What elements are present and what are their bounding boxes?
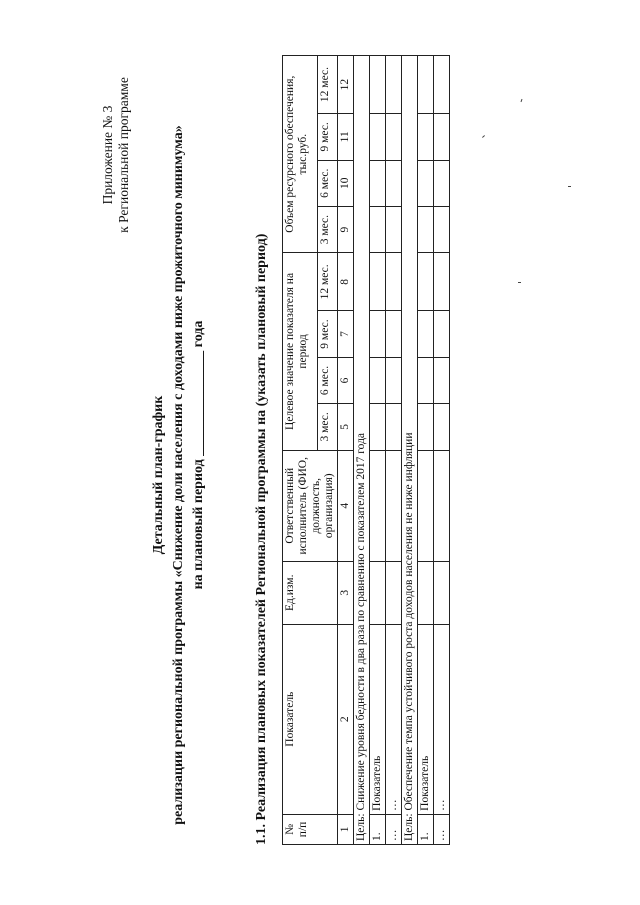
empty-cell [370,160,386,206]
empty-cell [418,404,434,450]
column-number: 1 [338,814,354,844]
column-number: 4 [338,450,354,561]
row-indicator: Показатель [370,624,386,814]
appendix-line-2: к Региональной программе [116,77,131,233]
empty-cell [418,56,434,114]
row-num: … [386,814,402,844]
empty-cell [386,561,402,624]
empty-cell [370,561,386,624]
column-number: 6 [338,357,354,403]
empty-cell [418,114,434,160]
appendix-line-1: Приложение № 3 [100,105,115,205]
empty-cell [370,114,386,160]
empty-cell [434,253,450,311]
empty-cell [370,450,386,561]
row-indicator: Показатель [418,624,434,814]
empty-cell [370,357,386,403]
empty-cell [434,311,450,357]
empty-cell [386,404,402,450]
empty-cell [418,206,434,252]
header-resources-6m: 6 мес. [318,160,338,206]
table-row [386,56,402,845]
empty-cell [434,404,450,450]
header-target-12m: 12 мес. [318,253,338,311]
empty-cell [370,56,386,114]
empty-cell [386,253,402,311]
empty-cell [386,206,402,252]
header-resources-9m: 9 мес. [318,114,338,160]
header-resources-12m: 12 мес. [318,56,338,114]
table-row [370,56,386,845]
column-number: 7 [338,311,354,357]
header-indicator: Показатель [283,624,338,814]
empty-cell [370,404,386,450]
empty-cell [386,160,402,206]
empty-cell [434,160,450,206]
header-target-9m: 9 мес. [318,311,338,357]
empty-cell [386,114,402,160]
column-number: 8 [338,253,354,311]
document-title: Детальный план-график [151,395,166,555]
scan-speck [568,186,571,187]
appendix-note [100,45,132,265]
empty-cell [370,311,386,357]
table-row [434,56,450,845]
row-num: … [434,814,450,844]
empty-cell [434,56,450,114]
empty-cell [418,561,434,624]
header-resources: Объем ресурсного обеспечения, тыс.руб. [283,56,318,253]
column-number: 3 [338,561,354,624]
empty-cell [386,311,402,357]
column-number: 10 [338,160,354,206]
row-indicator: … [434,624,450,814]
empty-cell [370,253,386,311]
column-number: 9 [338,206,354,252]
row-num: 1. [418,814,434,844]
header-target-6m: 6 мес. [318,357,338,403]
row-num: 1. [370,814,386,844]
empty-cell [418,357,434,403]
empty-cell [418,160,434,206]
empty-cell [418,253,434,311]
document-subtitle: реализации региональной программы «Снижение доли населения с доходами ниже прожиточного минимума» [171,125,186,825]
header-target-3m: 3 мес. [318,404,338,450]
goal-row: Цель: Обеспечение темпа устойчивого роста доходов населения не ниже инфляции [402,56,418,845]
header-responsible: Ответственный исполнитель (ФИО, должность, организация) [283,450,338,561]
row-indicator: … [386,624,402,814]
planning-period-line: на плановый период _______________ года [191,320,206,590]
section-title: 1.1. Реализация плановых показателей Региональной программы на (указать плановый период) [254,233,269,845]
empty-cell [434,450,450,561]
header-unit: Ед.изм. [283,561,338,624]
header-num: № п/п [283,814,338,844]
empty-cell [370,206,386,252]
scan-speck [518,282,521,283]
goal-row: Цель: Снижение уровня бедности в два раза по сравнению с показателем 2017 года [354,56,370,845]
column-number: 11 [338,114,354,160]
empty-cell [418,450,434,561]
empty-cell [386,357,402,403]
empty-cell [434,206,450,252]
column-number: 12 [338,56,354,114]
column-number-row [338,56,354,845]
empty-cell [434,114,450,160]
empty-cell [434,357,450,403]
plan-table [282,55,450,845]
table-row [418,56,434,845]
empty-cell [386,450,402,561]
empty-cell [418,311,434,357]
column-number: 2 [338,624,354,814]
header-target: Целевое значение показателя на период [283,253,318,450]
column-number: 5 [338,404,354,450]
empty-cell [386,56,402,114]
header-resources-3m: 3 мес. [318,206,338,252]
empty-cell [434,561,450,624]
